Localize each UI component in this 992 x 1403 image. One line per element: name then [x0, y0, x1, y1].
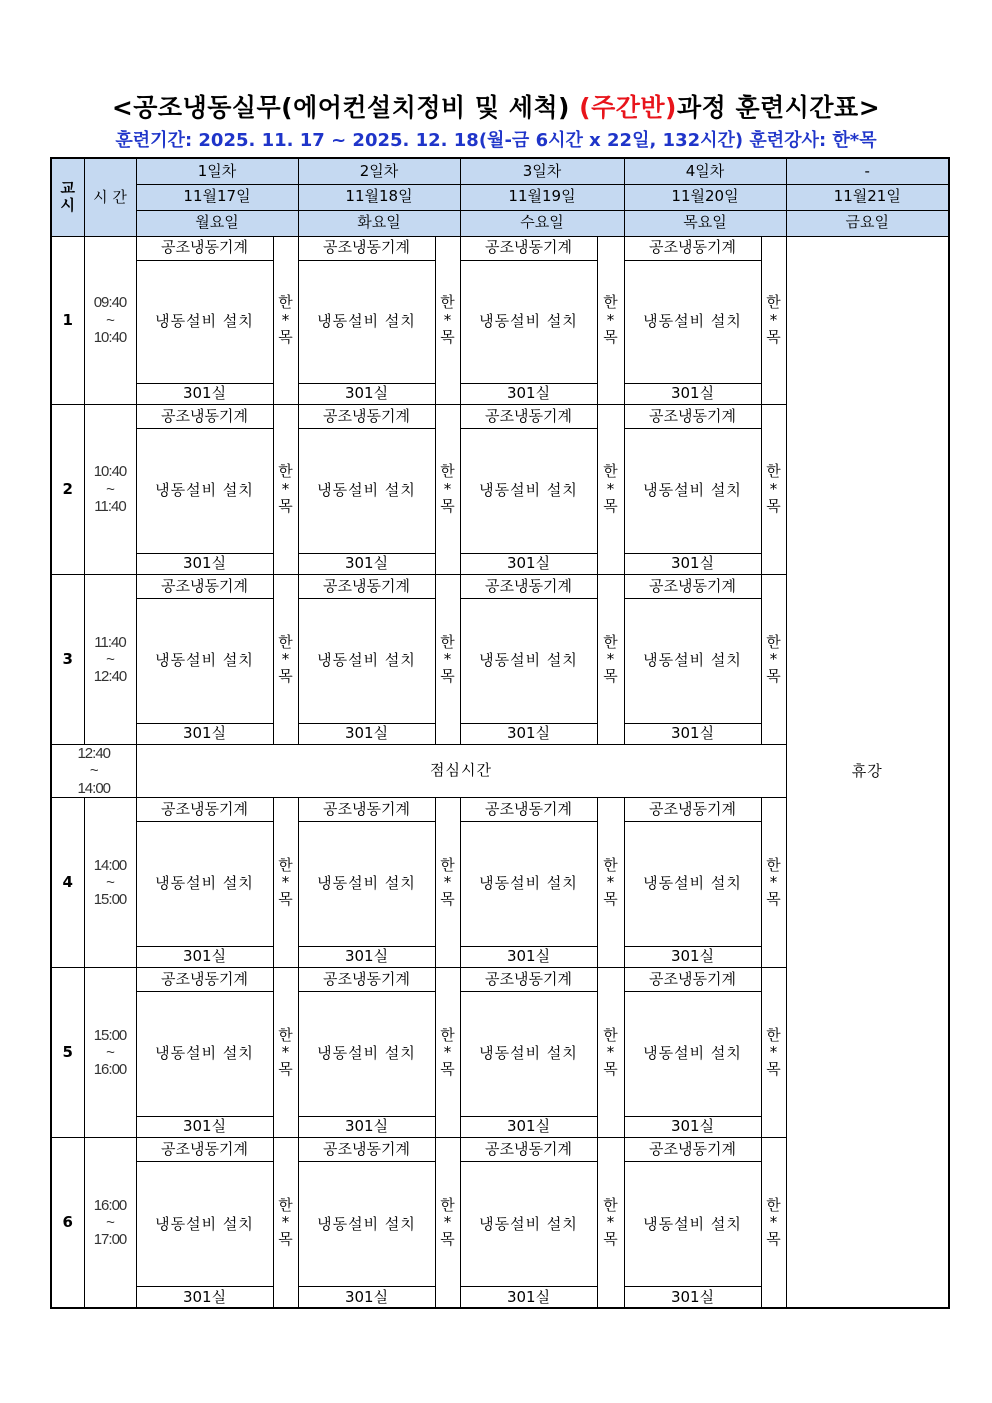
- header-date: 11월19일: [460, 184, 624, 210]
- lesson-instructor: 한 * 목: [761, 574, 786, 744]
- lesson-room: 301실: [298, 724, 435, 745]
- lesson-instructor: 한 * 목: [597, 574, 624, 744]
- lesson-subject: 공조냉동기계: [298, 967, 435, 991]
- period-time: [84, 574, 136, 744]
- lesson-content: 냉동설비 설치: [136, 991, 273, 1116]
- header-date: 11월21일: [786, 184, 949, 210]
- lesson-room: 301실: [298, 553, 435, 574]
- lesson-content: 냉동설비 설치: [298, 991, 435, 1116]
- lesson-content: 냉동설비 설치: [136, 821, 273, 946]
- time-end: 12:40: [93, 668, 127, 686]
- lesson-content: 냉동설비 설치: [298, 260, 435, 383]
- lesson-room: 301실: [136, 1287, 273, 1308]
- lesson-subject: 공조냉동기계: [460, 1138, 597, 1162]
- lesson-subject: 공조냉동기계: [624, 404, 761, 428]
- lesson-subject: 공조냉동기계: [298, 404, 435, 428]
- period-time: [84, 404, 136, 574]
- lesson-room: 301실: [624, 1117, 761, 1138]
- time-sep: ~: [106, 1213, 114, 1231]
- header-period: 교 시: [51, 158, 84, 236]
- lesson-content: 냉동설비 설치: [624, 821, 761, 946]
- lesson-room: 301실: [624, 724, 761, 745]
- title-end: 과정 훈련시간표>: [676, 93, 881, 122]
- header-date: 11월20일: [624, 184, 786, 210]
- lesson-content: 냉동설비 설치: [298, 428, 435, 553]
- time-end: 10:40: [93, 328, 127, 346]
- lesson-room: 301실: [460, 946, 597, 967]
- lesson-content: 냉동설비 설치: [136, 428, 273, 553]
- lesson-instructor: 한 * 목: [435, 404, 460, 574]
- time-sep: ~: [106, 480, 114, 498]
- time-sep: ~: [106, 650, 114, 668]
- lesson-subject: 공조냉동기계: [298, 236, 435, 260]
- header-day-no: 3일차: [460, 158, 624, 184]
- time-start: 15:00: [93, 1026, 127, 1044]
- timetable: [50, 157, 950, 1309]
- lesson-room: 301실: [460, 1287, 597, 1308]
- lunch-sep: ~: [89, 762, 98, 780]
- lesson-subject: 공조냉동기계: [136, 236, 273, 260]
- lesson-subject: 공조냉동기계: [136, 404, 273, 428]
- lunch-time: [51, 745, 136, 798]
- title-highlight: (주간반): [579, 93, 677, 122]
- time-start: 11:40: [94, 633, 126, 651]
- lesson-content: 냉동설비 설치: [298, 598, 435, 723]
- header-day-no: 2일차: [298, 158, 460, 184]
- time-end: 16:00: [93, 1061, 127, 1079]
- lesson-content: 냉동설비 설치: [460, 260, 597, 383]
- time-sep: ~: [106, 311, 114, 329]
- lunch-end: 14:00: [77, 779, 111, 797]
- lesson-room: 301실: [136, 553, 273, 574]
- header-row-date: [51, 184, 949, 210]
- lesson-instructor: 한 * 목: [597, 404, 624, 574]
- lesson-subject: 공조냉동기계: [136, 797, 273, 821]
- training-period: 훈련기간: 2025. 11. 17 ~ 2025. 12. 18(월-금 6시간 x 22일, 132시간) 훈련강사: 한*목: [115, 130, 877, 151]
- lesson-room: 301실: [624, 946, 761, 967]
- time-start: 09:40: [93, 294, 127, 312]
- header-weekday: 수요일: [460, 210, 624, 236]
- lesson-instructor: 한 * 목: [435, 574, 460, 744]
- lesson-subject: 공조냉동기계: [624, 967, 761, 991]
- header-row-weekday: [51, 210, 949, 236]
- lesson-instructor: 한 * 목: [273, 797, 298, 967]
- lesson-content: 냉동설비 설치: [298, 1162, 435, 1287]
- header-weekday: 목요일: [624, 210, 786, 236]
- lesson-instructor: 한 * 목: [597, 1138, 624, 1308]
- lesson-room: 301실: [136, 724, 273, 745]
- lesson-instructor: 한 * 목: [273, 404, 298, 574]
- lesson-subject: 공조냉동기계: [624, 574, 761, 598]
- lesson-subject: 공조냉동기계: [624, 236, 761, 260]
- lesson-room: 301실: [460, 553, 597, 574]
- lesson-instructor: 한 * 목: [273, 1138, 298, 1308]
- lesson-subject: 공조냉동기계: [298, 797, 435, 821]
- lesson-subject: 공조냉동기계: [298, 1138, 435, 1162]
- lesson-instructor: 한 * 목: [273, 574, 298, 744]
- lesson-content: 냉동설비 설치: [460, 1162, 597, 1287]
- header-date: 11월18일: [298, 184, 460, 210]
- lesson-instructor: 한 * 목: [761, 236, 786, 404]
- lesson-content: 냉동설비 설치: [136, 260, 273, 383]
- lesson-content: 냉동설비 설치: [624, 1162, 761, 1287]
- time-start: 14:00: [93, 856, 127, 874]
- header-weekday: 금요일: [786, 210, 949, 236]
- time-end: 11:40: [94, 497, 126, 515]
- lesson-instructor: 한 * 목: [597, 797, 624, 967]
- lesson-instructor: 한 * 목: [597, 236, 624, 404]
- lesson-room: 301실: [624, 1287, 761, 1308]
- lesson-instructor: 한 * 목: [435, 236, 460, 404]
- lesson-subject: 공조냉동기계: [136, 574, 273, 598]
- lesson-content: 냉동설비 설치: [136, 598, 273, 723]
- period-time: [84, 967, 136, 1137]
- lesson-instructor: 한 * 목: [597, 967, 624, 1137]
- lesson-room: 301실: [298, 1117, 435, 1138]
- lesson-subject: 공조냉동기계: [298, 574, 435, 598]
- period-number: 3: [51, 574, 84, 744]
- lesson-room: 301실: [460, 1117, 597, 1138]
- header-day-no: 4일차: [624, 158, 786, 184]
- lesson-room: 301실: [298, 1287, 435, 1308]
- lesson-content: 냉동설비 설치: [136, 1162, 273, 1287]
- lesson-subject: 공조냉동기계: [136, 1138, 273, 1162]
- timetable-body: [51, 158, 949, 1308]
- lesson-room: 301실: [136, 1117, 273, 1138]
- lesson-subject: 공조냉동기계: [460, 236, 597, 260]
- header-weekday: 화요일: [298, 210, 460, 236]
- time-sep: ~: [106, 1043, 114, 1061]
- lesson-subject: 공조냉동기계: [624, 797, 761, 821]
- lesson-instructor: 한 * 목: [761, 797, 786, 967]
- lesson-content: 냉동설비 설치: [298, 821, 435, 946]
- period-time: [84, 1138, 136, 1308]
- lunch-start: 12:40: [77, 745, 111, 763]
- lesson-room: 301실: [624, 553, 761, 574]
- lesson-instructor: 한 * 목: [435, 1138, 460, 1308]
- lesson-instructor: 한 * 목: [761, 404, 786, 574]
- lesson-instructor: 한 * 목: [435, 797, 460, 967]
- lesson-content: 냉동설비 설치: [460, 821, 597, 946]
- lesson-room: 301실: [298, 946, 435, 967]
- period-number: 1: [51, 236, 84, 404]
- lesson-instructor: 한 * 목: [435, 967, 460, 1137]
- lesson-content: 냉동설비 설치: [460, 598, 597, 723]
- lesson-instructor: 한 * 목: [273, 967, 298, 1137]
- title-main: <공조냉동실무(에어컨설치정비 및 세척): [111, 93, 580, 122]
- time-start: 16:00: [93, 1196, 127, 1214]
- lesson-instructor: 한 * 목: [273, 236, 298, 404]
- lesson-room: 301실: [136, 946, 273, 967]
- header-day-no: -: [786, 158, 949, 184]
- time-sep: ~: [106, 873, 114, 891]
- lesson-content: 냉동설비 설치: [460, 991, 597, 1116]
- lesson-content: 냉동설비 설치: [460, 428, 597, 553]
- day5-cancelled: 휴강: [786, 236, 949, 1308]
- period-time: [84, 236, 136, 404]
- lesson-subject: 공조냉동기계: [460, 574, 597, 598]
- lesson-room: 301실: [136, 383, 273, 404]
- period-row: [51, 236, 949, 260]
- period-number: 5: [51, 967, 84, 1137]
- period-number: 4: [51, 797, 84, 967]
- lesson-content: 냉동설비 설치: [624, 598, 761, 723]
- time-end: 15:00: [93, 891, 127, 909]
- lunch-label: 점심시간: [136, 745, 786, 798]
- header-row-day: [51, 158, 949, 184]
- lesson-room: 301실: [460, 383, 597, 404]
- header-date: 11월17일: [136, 184, 298, 210]
- lesson-content: 냉동설비 설치: [624, 428, 761, 553]
- page-title: [0, 88, 992, 124]
- header-weekday: 월요일: [136, 210, 298, 236]
- time-end: 17:00: [93, 1231, 127, 1249]
- lesson-instructor: 한 * 목: [761, 967, 786, 1137]
- lesson-room: 301실: [298, 383, 435, 404]
- lesson-subject: 공조냉동기계: [624, 1138, 761, 1162]
- lesson-subject: 공조냉동기계: [460, 967, 597, 991]
- period-number: 6: [51, 1138, 84, 1308]
- period-time: [84, 797, 136, 967]
- lesson-instructor: 한 * 목: [761, 1138, 786, 1308]
- header-time: 시 간: [84, 158, 136, 236]
- lesson-subject: 공조냉동기계: [460, 404, 597, 428]
- lesson-content: 냉동설비 설치: [624, 991, 761, 1116]
- period-number: 2: [51, 404, 84, 574]
- lesson-content: 냉동설비 설치: [624, 260, 761, 383]
- lesson-room: 301실: [460, 724, 597, 745]
- lesson-subject: 공조냉동기계: [136, 967, 273, 991]
- lesson-subject: 공조냉동기계: [460, 797, 597, 821]
- lesson-room: 301실: [624, 383, 761, 404]
- header-day-no: 1일차: [136, 158, 298, 184]
- time-start: 10:40: [93, 463, 127, 481]
